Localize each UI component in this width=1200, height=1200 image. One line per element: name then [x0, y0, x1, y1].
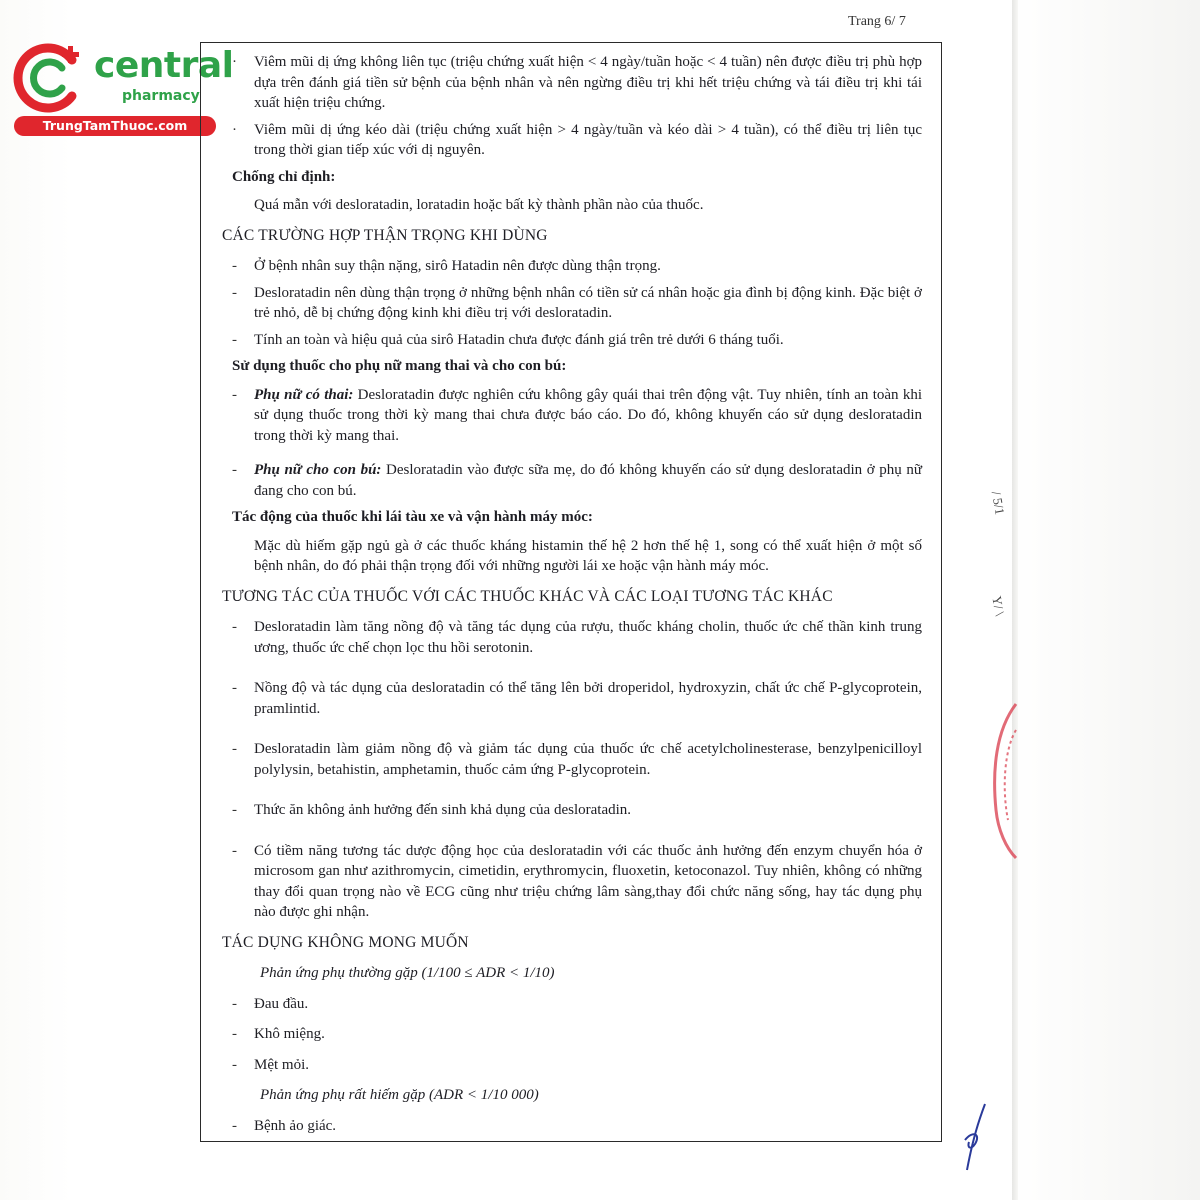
- precautions-title: CÁC TRƯỜNG HỢP THẬN TRỌNG KHI DÙNG: [222, 226, 548, 244]
- page-number: Trang 6/ 7: [848, 14, 906, 29]
- contraindication-text: Quá mẫn với desloratadin, loratadin hoặc bất kỳ thành phần nào của thuốc.: [254, 197, 704, 213]
- list-item: · Viêm mũi dị ứng không liên tục (triệu chứng xuất hiện < 4 ngày/tuần hoặc < 4 tuần) nên được điều trị phù hợp dựa trên đánh giá tiền sử bệnh của bệnh nhân và nên ngừng điều trị khi hết triệu chứng và tái điều trị khi tái xuất hiện triệu chứng.: [232, 54, 922, 111]
- page-edge: [1012, 0, 1018, 1200]
- adverse-rare-label: Phản ứng phụ rất hiếm gặp (ADR < 1/10 000): [260, 1087, 539, 1103]
- logo-name: central: [94, 45, 234, 86]
- document-content: [222, 52, 922, 1142]
- list-item: - Có tiềm năng tương tác dược động học của desloratadin với các thuốc ảnh hưởng đến enzym chuyển hóa ở microsom gan như azithromycin, cimetidin, erythromycin, fluoxetin, ketoconazol. Tuy nhiên, không có những thay đổi quan trọng nào về ECG cũng như triệu chứng lâm sàng,thay đổi chức năng sống, hay tác dụng phụ nào được ghi nhận.: [232, 842, 922, 920]
- list-item: · Viêm mũi dị ứng kéo dài (triệu chứng xuất hiện > 4 ngày/tuần và kéo dài > 4 tuần), có thể điều trị liên tục trong thời gian tiếp xúc với dị nguyên.: [232, 121, 922, 158]
- pregnant-term: Phụ nữ có thai:: [254, 386, 354, 403]
- driving-title: Tác động của thuốc khi lái tàu xe và vận hành máy móc:: [232, 509, 593, 525]
- margin-mark: Y/ \: [989, 594, 1008, 618]
- contraindication-title: Chống chỉ định:: [232, 168, 336, 185]
- adverse-common-label: Phản ứng phụ thường gặp (1/100 ≤ ADR < 1/10): [260, 965, 555, 981]
- adverse-title: TÁC DỤNG KHÔNG MONG MUỐN: [222, 933, 469, 951]
- list-item: - Phụ nữ cho con bú: Desloratadin vào được sữa mẹ, do đó không khuyến cáo sử dụng desloratadin ở phụ nữ đang cho con bú.: [232, 462, 922, 499]
- list-item: - Phụ nữ có thai: Desloratadin được nghiên cứu không gây quái thai trên động vật. Tuy nhiên, tính an toàn khi sử dụng thuốc trong thời kỳ mang thai chưa được báo cáo. Do đó, không khuyến cáo sử dụng desloratadin trong thời kỳ mang thai.: [232, 386, 922, 444]
- pregnancy-title: Sử dụng thuốc cho phụ nữ mang thai và cho con bú:: [232, 358, 567, 374]
- list-item: - Nồng độ và tác dụng của desloratadin có thể tăng lên bởi droperidol, hydroxyzin, chất ức chế P-glycoprotein, pramlintid.: [232, 680, 922, 717]
- lactation-term: Phụ nữ cho con bú:: [254, 462, 382, 478]
- list-item: - Thức ăn không ảnh hưởng đến sinh khả dụng của desloratadin.: [232, 802, 632, 818]
- list-item: - Ở bệnh nhân suy thận nặng, sirô Hatadin nên được dùng thận trọng.: [232, 258, 661, 274]
- list-item: - Bệnh ảo giác.: [232, 1117, 337, 1134]
- logo-website: TrungTamThuoc.com: [14, 116, 216, 136]
- list-item: - Desloratadin làm tăng nồng độ và tăng tác dụng của rượu, thuốc kháng cholin, thuốc ức chế thần kinh trung ương, thuốc ức chế chọn lọc thu hồi serotonin.: [232, 619, 922, 656]
- pharmacy-logo[interactable]: [10, 38, 234, 138]
- list-item: - Desloratadin làm giảm nồng độ và giảm tác dụng của thuốc ức chế acetylcholinesterase, benzylpenicilloyl polylysin, betahistin, amphetamin, thuốc cảm ứng P-glycoprotein.: [232, 741, 922, 778]
- seal-stamp-icon: [990, 700, 1018, 860]
- list-item: - Đau đầu.: [232, 995, 309, 1012]
- logo-tagline: pharmacy: [122, 88, 200, 104]
- list-item: - Khô miệng.: [232, 1026, 325, 1042]
- list-item: - Mệt mỏi.: [232, 1056, 309, 1073]
- bullet-dot: ·: [232, 54, 237, 70]
- driving-text: Mặc dù hiếm gặp ngủ gà ở các thuốc kháng histamin thế hệ 2 hơn thế hệ 1, song có thể xuất hiện ở một số bệnh nhân, do đó phải thận trọng đối với những người lái xe hoặc vận hành máy móc.: [254, 537, 922, 574]
- bullet-dot: ·: [232, 121, 237, 138]
- logo-c-icon: [12, 40, 88, 116]
- list-item: - Desloratadin nên dùng thận trọng ở những bệnh nhân có tiền sử cá nhân hoặc gia đình bị động kinh. Đặc biệt ở trẻ nhỏ, dễ bị chứng động kinh khi điều trị với desloratadin.: [232, 284, 922, 321]
- margin-mark: / 5/1: [988, 490, 1008, 516]
- list-item: - Tính an toàn và hiệu quả của sirô Hatadin chưa được đánh giá trên trẻ dưới 6 tháng tuổi.: [232, 331, 784, 348]
- interactions-title: TƯƠNG TÁC CỦA THUỐC VỚI CÁC THUỐC KHÁC VÀ CÁC LOẠI TƯƠNG TÁC KHÁC: [222, 587, 833, 605]
- signature-icon: [955, 1100, 995, 1175]
